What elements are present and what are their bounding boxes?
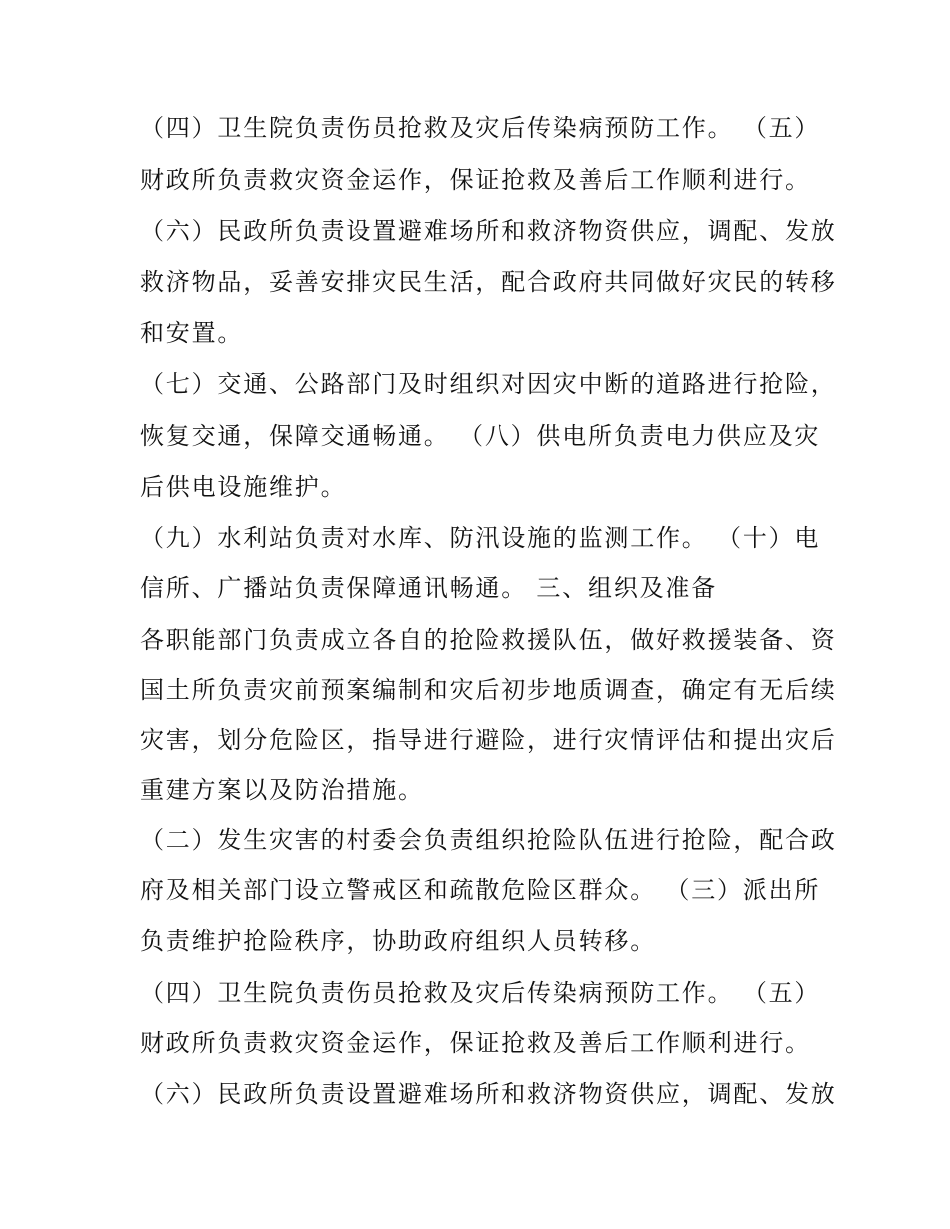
text-line: 重建方案以及防治措施。 <box>140 776 424 804</box>
text-line: （七）交通、公路部门及时组织对因灾中断的道路进行抢险， <box>140 370 837 398</box>
text-line: 国土所负责灾前预案编制和灾后初步地质调查，确定有无后续 <box>140 676 837 704</box>
text-line: （九）水利站负责对水库、防汛设施的监测工作。 （十）电 <box>140 524 821 552</box>
text-line: 财政所负责救灾资金运作，保证抢救及善后工作顺利进行。 <box>140 1029 811 1057</box>
text-line: （六）民政所负责设置避难场所和救济物资供应，调配、发放 <box>140 1080 837 1108</box>
text-line: （二）发生灾害的村委会负责组织抢险队伍进行抢险，配合政 <box>140 826 837 854</box>
text-line: 各职能部门负责成立各自的抢险救援队伍，做好救援装备、资 <box>140 626 837 654</box>
text-line: （四）卫生院负责伤员抢救及灾后传染病预防工作。 （五） <box>140 114 821 142</box>
text-line: 财政所负责救灾资金运作，保证抢救及善后工作顺利进行。 <box>140 166 811 194</box>
text-line: （四）卫生院负责伤员抢救及灾后传染病预防工作。 （五） <box>140 979 821 1007</box>
text-line: 恢复交通，保障交通畅通。 （八）供电所负责电力供应及灾 <box>140 422 821 450</box>
text-line: （六）民政所负责设置避难场所和救济物资供应，调配、发放 <box>140 217 837 245</box>
text-line: 灾害，划分危险区，指导进行避险，进行灾情评估和提出灾后 <box>140 726 837 754</box>
text-line: 信所、广播站负责保障通讯畅通。 三、组织及准备 <box>140 574 718 602</box>
text-line: 后供电设施维护。 <box>140 473 347 501</box>
text-line: 救济物品，妥善安排灾民生活，配合政府共同做好灾民的转移 <box>140 268 837 296</box>
text-line: 和安置。 <box>140 319 244 347</box>
text-line: 负责维护抢险秩序，协助政府组织人员转移。 <box>140 927 656 955</box>
text-line: 府及相关部门设立警戒区和疏散危险区群众。 （三）派出所 <box>140 876 821 904</box>
